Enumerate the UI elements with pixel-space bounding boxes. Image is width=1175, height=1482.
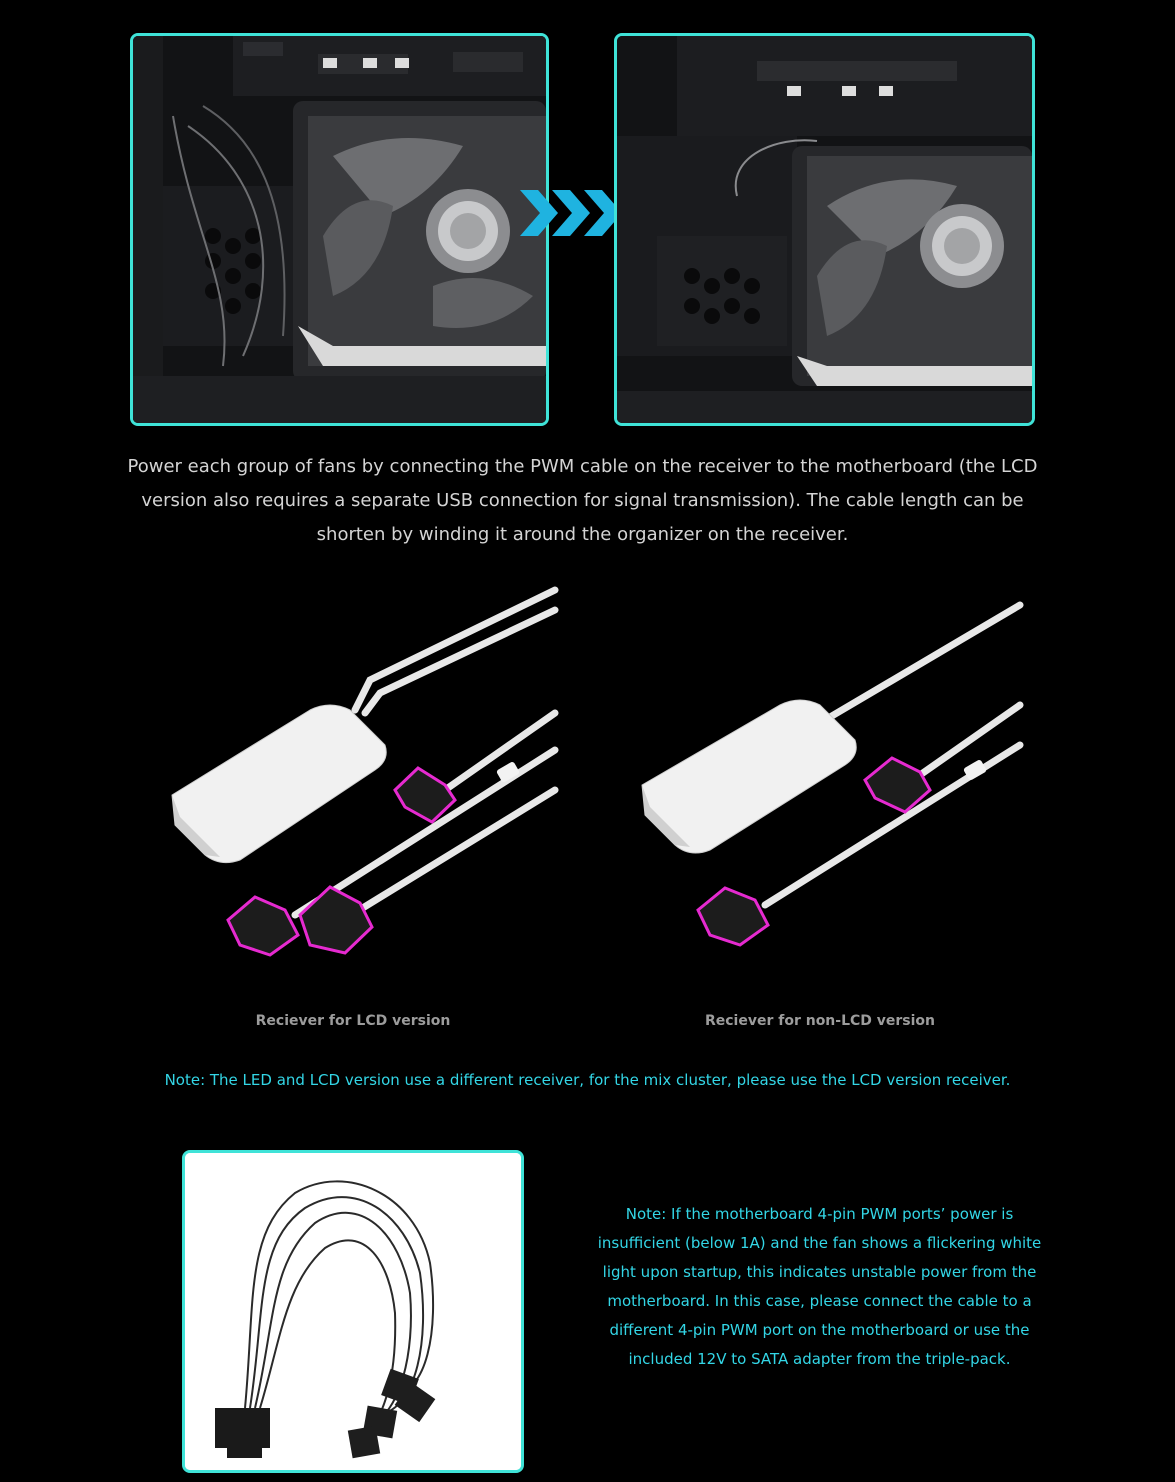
power-note: Note: If the motherboard 4-pin PWM ports’ power is insufficient (below 1A) and the fan shows a flickering white light upon startup, this indicates unstable power from the motherboard. In this case, please connect the cable to a different 4-pin PWM port on the motherboard or use the included 12V to SATA adapter from the triple-pack. [597, 1205, 1042, 1368]
installation-before-photo [130, 33, 549, 426]
caption-lcd-receiver: Reciever for LCD version [255, 1013, 451, 1029]
receiver-compatibility-note: Note: The LED and LCD version use a different receiver, for the mix cluster, please use the LCD version receiver. [164, 1071, 1011, 1089]
receiver-lcd-image [160, 585, 560, 975]
caption-nonlcd-receiver: Reciever for non-LCD version [704, 1013, 936, 1029]
installation-after-photo [614, 33, 1035, 426]
receiver-nonlcd-image [630, 600, 1030, 970]
installation-description: Power each group of fans by connecting the PWM cable on the receiver to the motherboard (the LCD version also requires a separate USB connection for signal transmission). The cable length can be shorten by winding it around the organizer on the receiver. [127, 456, 1038, 545]
sata-adapter-photo [182, 1150, 524, 1473]
